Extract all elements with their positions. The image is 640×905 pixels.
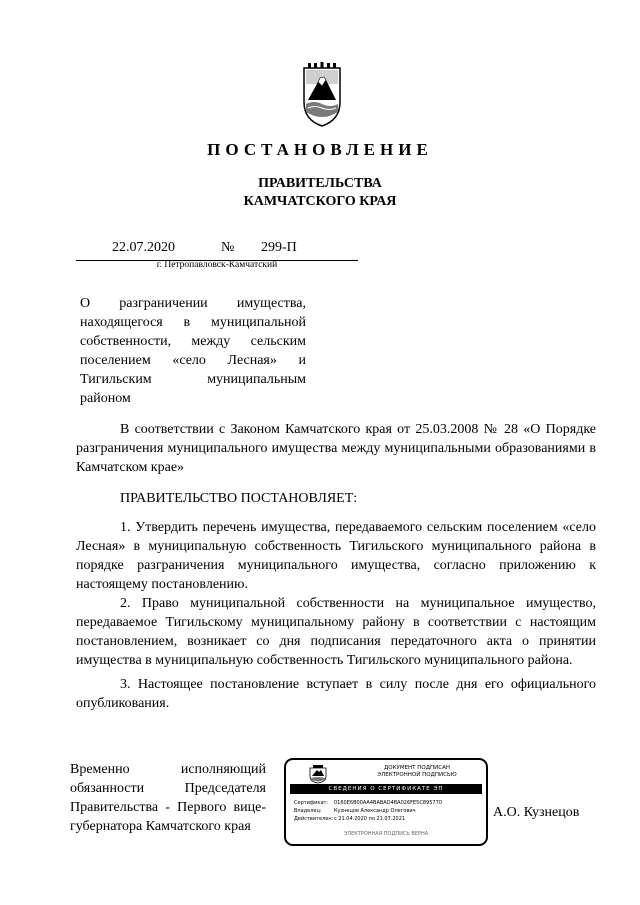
document-number: 299-П [261, 240, 297, 255]
stamp-valid-label: Действителен: [294, 816, 334, 822]
issuer-line-2: КАМЧАТСКОГО КРАЯ [243, 194, 397, 209]
document-title: ПОСТАНОВЛЕНИЕ [207, 140, 433, 159]
kamchatka-coat-of-arms-icon [308, 764, 328, 784]
stamp-header-line-1: ДОКУМЕНТ ПОДПИСАН [383, 765, 451, 771]
stamp-footer: ЭЛЕКТРОННАЯ ПОДПИСЬ ВЕРНА [343, 831, 429, 837]
number-sign: № [221, 240, 235, 255]
kamchatka-coat-of-arms-icon [300, 62, 344, 128]
stamp-owner-row [294, 808, 416, 815]
electronic-signature-stamp [284, 758, 488, 846]
item-1: 1. Утвердить перечень имущества, передаваемого сельским поселением «село Лесная» в муниципальную собственность Тигильского муниципального района в порядке разграничения муниципального имущества, согласно приложению к настоящему постановлению. [76, 520, 596, 592]
signatory-position: Временно исполняющий обязанности Председателя Правительства - Первого вице-губернатора Камчатского края [70, 762, 266, 834]
document-subject: О разграничении имущества, находящегося в муниципальной собственности, между сельским поселением «село Лесная» и Тигильским муниципальным районом [80, 296, 306, 406]
stamp-header-line-2: ЭЛЕКТРОННОЙ ПОДПИСЬЮ [377, 772, 457, 778]
stamp-owner-label: Владелец: [294, 808, 322, 814]
document-date: 22.07.2020 [112, 240, 175, 255]
stamp-header [352, 765, 482, 779]
document-city: г. Петропавловск-Камчатский [156, 260, 278, 270]
item-3: 3. Настоящее постановление вступает в силу после дня его официального опубликования. [76, 677, 596, 711]
issuer-line-1: ПРАВИТЕЛЬСТВА [258, 176, 382, 191]
stamp-cert-value: 0160E6B00AA4BABAD4BA026FE5C895770 [334, 800, 442, 806]
stamp-cert-row [294, 800, 442, 807]
stamp-valid-row [294, 816, 405, 823]
stamp-owner-value: Кузнецов Александр Олегович [334, 808, 416, 814]
date-number-line [76, 240, 358, 261]
stamp-cert-label: Сертификат: [294, 800, 329, 806]
item-2: 2. Право муниципальной собственности на муниципальное имущество, передаваемое Тигильскому муниципальному району в соответствии с настоящим постановлением, возникает со дня подписания передаточного акта о принятии имущества в муниципальную собственность Тигильского муниципального района. [76, 596, 596, 668]
stamp-valid-value: с 21.04.2020 по 21.07.2021 [334, 816, 406, 822]
preamble: В соответствии с Законом Камчатского края от 25.03.2008 № 28 «О Порядке разграничения муниципального имущества между муниципальными образованиями в Камчатском крае» [76, 422, 596, 475]
signatory-name: А.О. Кузнецов [493, 805, 580, 820]
resolves-heading: ПРАВИТЕЛЬСТВО ПОСТАНОВЛЯЕТ: [120, 491, 358, 506]
stamp-certificate-bar: СВЕДЕНИЯ О СЕРТИФИКАТЕ ЭП [290, 784, 482, 794]
